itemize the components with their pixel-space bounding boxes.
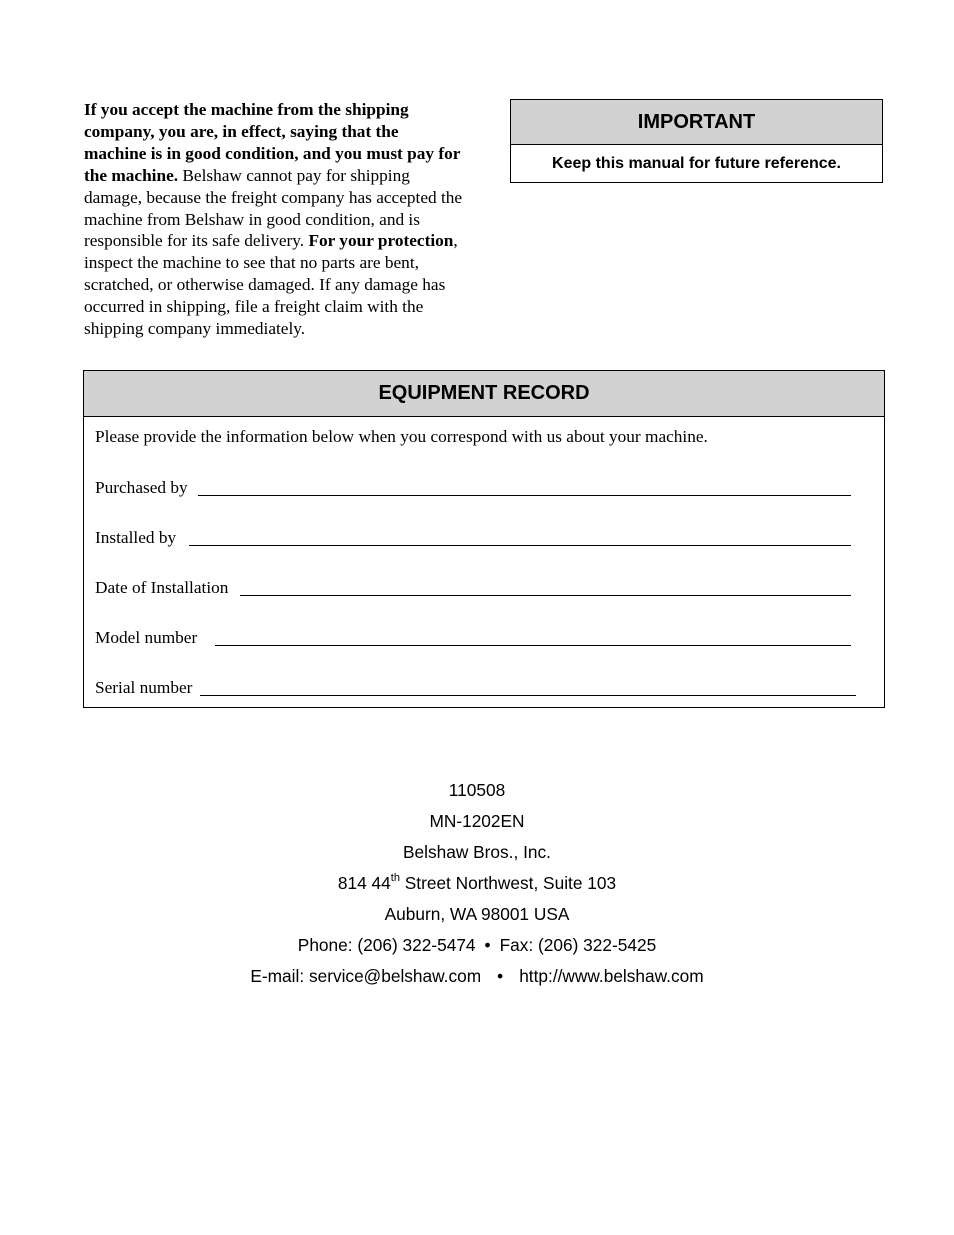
shipping-notice-text-1: Belshaw cannot pay for shipping damage, because the freight company has accepted the machine from Belshaw in good condition, and is responsible for its safe delivery.	[84, 165, 463, 251]
field-serial-number[interactable]	[95, 674, 856, 698]
important-title: IMPORTANT	[511, 100, 882, 145]
field-purchased-by[interactable]	[95, 474, 851, 498]
field-installed-by[interactable]	[95, 524, 851, 548]
footer-email[interactable]: E-mail: service@belshaw.com	[250, 966, 482, 986]
field-label: Date of Installation	[95, 578, 229, 597]
equipment-record-box	[83, 370, 885, 708]
footer-website[interactable]: http://www.belshaw.com	[519, 966, 704, 986]
shipping-notice-bold-lead: If you accept the machine from the shipping company, you are, in effect, saying that the machine is in good condition, and you must pay for the machine.	[84, 100, 461, 185]
footer-phone: Phone: (206) 322-5474	[297, 935, 476, 955]
field-label: Model number	[95, 628, 198, 647]
equipment-record-intro: Please provide the information below when you correspond with us about your machine.	[95, 427, 708, 446]
field-blank-line[interactable]	[240, 595, 851, 596]
field-blank-line[interactable]	[215, 645, 851, 646]
footer-contact	[0, 777, 954, 994]
field-label: Purchased by	[95, 478, 188, 497]
footer-address	[0, 870, 954, 901]
equipment-record-title: EQUIPMENT RECORD	[84, 371, 884, 417]
shipping-notice-text-2: , inspect the machine to see that no parts are bent, scratched, or otherwise damaged. If any damage has occurred in shipping, file a freight claim with the shipping company immediately.	[84, 231, 458, 339]
footer-manual-number: MN-1202EN	[429, 811, 525, 831]
footer-street-number: 814 44	[337, 873, 391, 893]
shipping-notice	[84, 99, 464, 340]
field-blank-line[interactable]	[189, 545, 851, 546]
field-blank-line[interactable]	[200, 695, 856, 696]
footer-separator: •	[484, 935, 491, 955]
footer-company: Belshaw Bros., Inc.	[403, 842, 551, 862]
important-message: Keep this manual for future reference.	[552, 154, 841, 172]
field-label: Installed by	[95, 528, 177, 547]
field-blank-line[interactable]	[198, 495, 851, 496]
footer-city: Auburn, WA 98001 USA	[384, 904, 570, 924]
field-label: Serial number	[95, 678, 193, 697]
shipping-notice-protection: For your protection	[308, 231, 454, 251]
field-model-number[interactable]	[95, 624, 851, 648]
footer-code: 110508	[448, 780, 506, 800]
footer-phone-fax	[0, 932, 954, 963]
field-date-of-installation[interactable]	[95, 574, 851, 598]
footer-separator: •	[497, 966, 504, 986]
footer-email-web	[0, 963, 954, 994]
important-box	[510, 99, 883, 183]
footer-fax: Fax: (206) 322-5425	[499, 935, 657, 955]
footer-street-rest: Street Northwest, Suite 103	[399, 873, 617, 893]
footer-street-suffix: th	[390, 872, 400, 884]
